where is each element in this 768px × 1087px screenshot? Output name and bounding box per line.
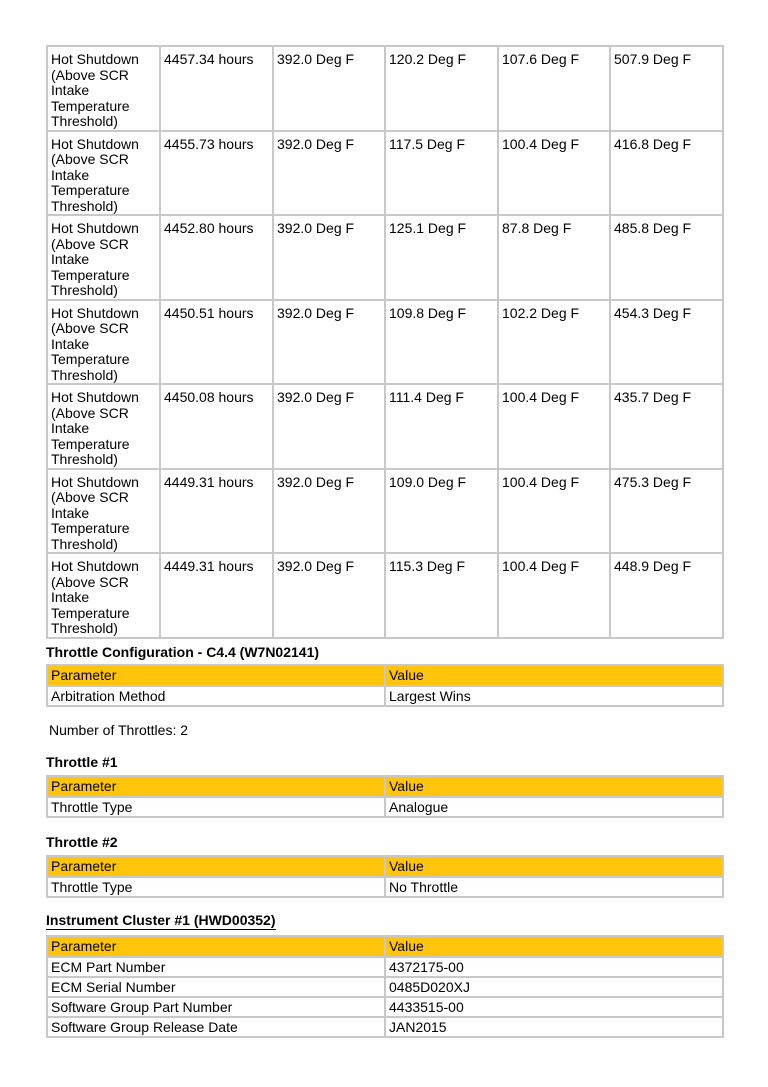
hours-cell: 4452.80 hours <box>160 215 273 300</box>
instrument-cluster-title <box>46 912 276 928</box>
throttle2-table <box>46 855 724 898</box>
table-header-row <box>47 856 723 877</box>
hours-cell: 4450.51 hours <box>160 300 273 385</box>
parameter-cell: ECM Part Number <box>47 957 385 977</box>
threshold-cell: 392.0 Deg F <box>273 215 385 300</box>
temp-a-cell: 111.4 Deg F <box>385 384 498 469</box>
table-header-row <box>47 936 723 957</box>
parameter-cell: Throttle Type <box>47 797 385 817</box>
table-row <box>47 877 723 897</box>
threshold-cell: 392.0 Deg F <box>273 300 385 385</box>
temp-a-cell: 109.8 Deg F <box>385 300 498 385</box>
event-cell: Hot Shutdown (Above SCR Intake Temperature Threshold) <box>47 300 160 385</box>
temp-c-cell: 435.7 Deg F <box>610 384 723 469</box>
temp-c-cell: 416.8 Deg F <box>610 131 723 216</box>
instrument-cluster-title-text: Instrument Cluster #1 (HWD00352) <box>46 912 276 928</box>
event-cell: Hot Shutdown (Above SCR Intake Temperature Threshold) <box>47 469 160 554</box>
document-page <box>46 45 722 1035</box>
table-row <box>47 977 723 997</box>
table-row <box>47 997 723 1017</box>
temp-b-cell: 100.4 Deg F <box>498 384 610 469</box>
value-header: Value <box>385 776 723 797</box>
parameter-header: Parameter <box>47 936 385 957</box>
value-cell: No Throttle <box>385 877 723 897</box>
temp-c-cell: 485.8 Deg F <box>610 215 723 300</box>
table-row <box>47 215 723 300</box>
table-row <box>47 553 723 638</box>
hours-cell: 4449.31 hours <box>160 553 273 638</box>
table-row <box>47 46 723 131</box>
parameter-header: Parameter <box>47 856 385 877</box>
temp-b-cell: 107.6 Deg F <box>498 46 610 131</box>
hours-cell: 4450.08 hours <box>160 384 273 469</box>
throttle1-title: Throttle #1 <box>46 754 118 770</box>
hours-cell: 4455.73 hours <box>160 131 273 216</box>
value-cell: 0485D020XJ <box>385 977 723 997</box>
table-header-row <box>47 665 723 686</box>
event-cell: Hot Shutdown (Above SCR Intake Temperature Threshold) <box>47 215 160 300</box>
value-cell: 4433515-00 <box>385 997 723 1017</box>
temp-a-cell: 117.5 Deg F <box>385 131 498 216</box>
temp-c-cell: 507.9 Deg F <box>610 46 723 131</box>
threshold-cell: 392.0 Deg F <box>273 384 385 469</box>
value-cell: 4372175-00 <box>385 957 723 977</box>
temp-a-cell: 120.2 Deg F <box>385 46 498 131</box>
temp-a-cell: 125.1 Deg F <box>385 215 498 300</box>
threshold-cell: 392.0 Deg F <box>273 469 385 554</box>
temp-b-cell: 87.8 Deg F <box>498 215 610 300</box>
throttle1-table <box>46 775 724 818</box>
event-cell: Hot Shutdown (Above SCR Intake Temperature Threshold) <box>47 384 160 469</box>
value-cell: JAN2015 <box>385 1017 723 1037</box>
instrument-cluster-table <box>46 935 724 1038</box>
temp-b-cell: 102.2 Deg F <box>498 300 610 385</box>
event-cell: Hot Shutdown (Above SCR Intake Temperature Threshold) <box>47 46 160 131</box>
throttle-config-table <box>46 664 724 707</box>
events-table <box>46 45 724 639</box>
throttle-count-text: Number of Throttles: 2 <box>49 722 189 738</box>
parameter-cell: ECM Serial Number <box>47 977 385 997</box>
table-row <box>47 957 723 977</box>
temp-b-cell: 100.4 Deg F <box>498 131 610 216</box>
table-row <box>47 797 723 817</box>
temp-c-cell: 448.9 Deg F <box>610 553 723 638</box>
threshold-cell: 392.0 Deg F <box>273 553 385 638</box>
parameter-cell: Throttle Type <box>47 877 385 897</box>
hours-cell: 4449.31 hours <box>160 469 273 554</box>
value-header: Value <box>385 856 723 877</box>
temp-b-cell: 100.4 Deg F <box>498 469 610 554</box>
value-cell: Largest Wins <box>385 686 723 706</box>
hours-cell: 4457.34 hours <box>160 46 273 131</box>
parameter-cell: Software Group Release Date <box>47 1017 385 1037</box>
events-table-body <box>47 46 723 638</box>
table-row <box>47 686 723 706</box>
table-row <box>47 131 723 216</box>
throttle-config-title: Throttle Configuration - C4.4 (W7N02141) <box>46 644 320 660</box>
parameter-header: Parameter <box>47 776 385 797</box>
temp-a-cell: 115.3 Deg F <box>385 553 498 638</box>
table-row <box>47 469 723 554</box>
temp-c-cell: 475.3 Deg F <box>610 469 723 554</box>
table-row <box>47 300 723 385</box>
throttle2-title: Throttle #2 <box>46 834 118 850</box>
event-cell: Hot Shutdown (Above SCR Intake Temperature Threshold) <box>47 553 160 638</box>
event-cell: Hot Shutdown (Above SCR Intake Temperature Threshold) <box>47 131 160 216</box>
value-header: Value <box>385 665 723 686</box>
parameter-cell: Software Group Part Number <box>47 997 385 1017</box>
threshold-cell: 392.0 Deg F <box>273 131 385 216</box>
threshold-cell: 392.0 Deg F <box>273 46 385 131</box>
table-row <box>47 1017 723 1037</box>
parameter-header: Parameter <box>47 665 385 686</box>
parameter-cell: Arbitration Method <box>47 686 385 706</box>
temp-b-cell: 100.4 Deg F <box>498 553 610 638</box>
table-header-row <box>47 776 723 797</box>
value-header: Value <box>385 936 723 957</box>
table-row <box>47 384 723 469</box>
temp-a-cell: 109.0 Deg F <box>385 469 498 554</box>
value-cell: Analogue <box>385 797 723 817</box>
temp-c-cell: 454.3 Deg F <box>610 300 723 385</box>
